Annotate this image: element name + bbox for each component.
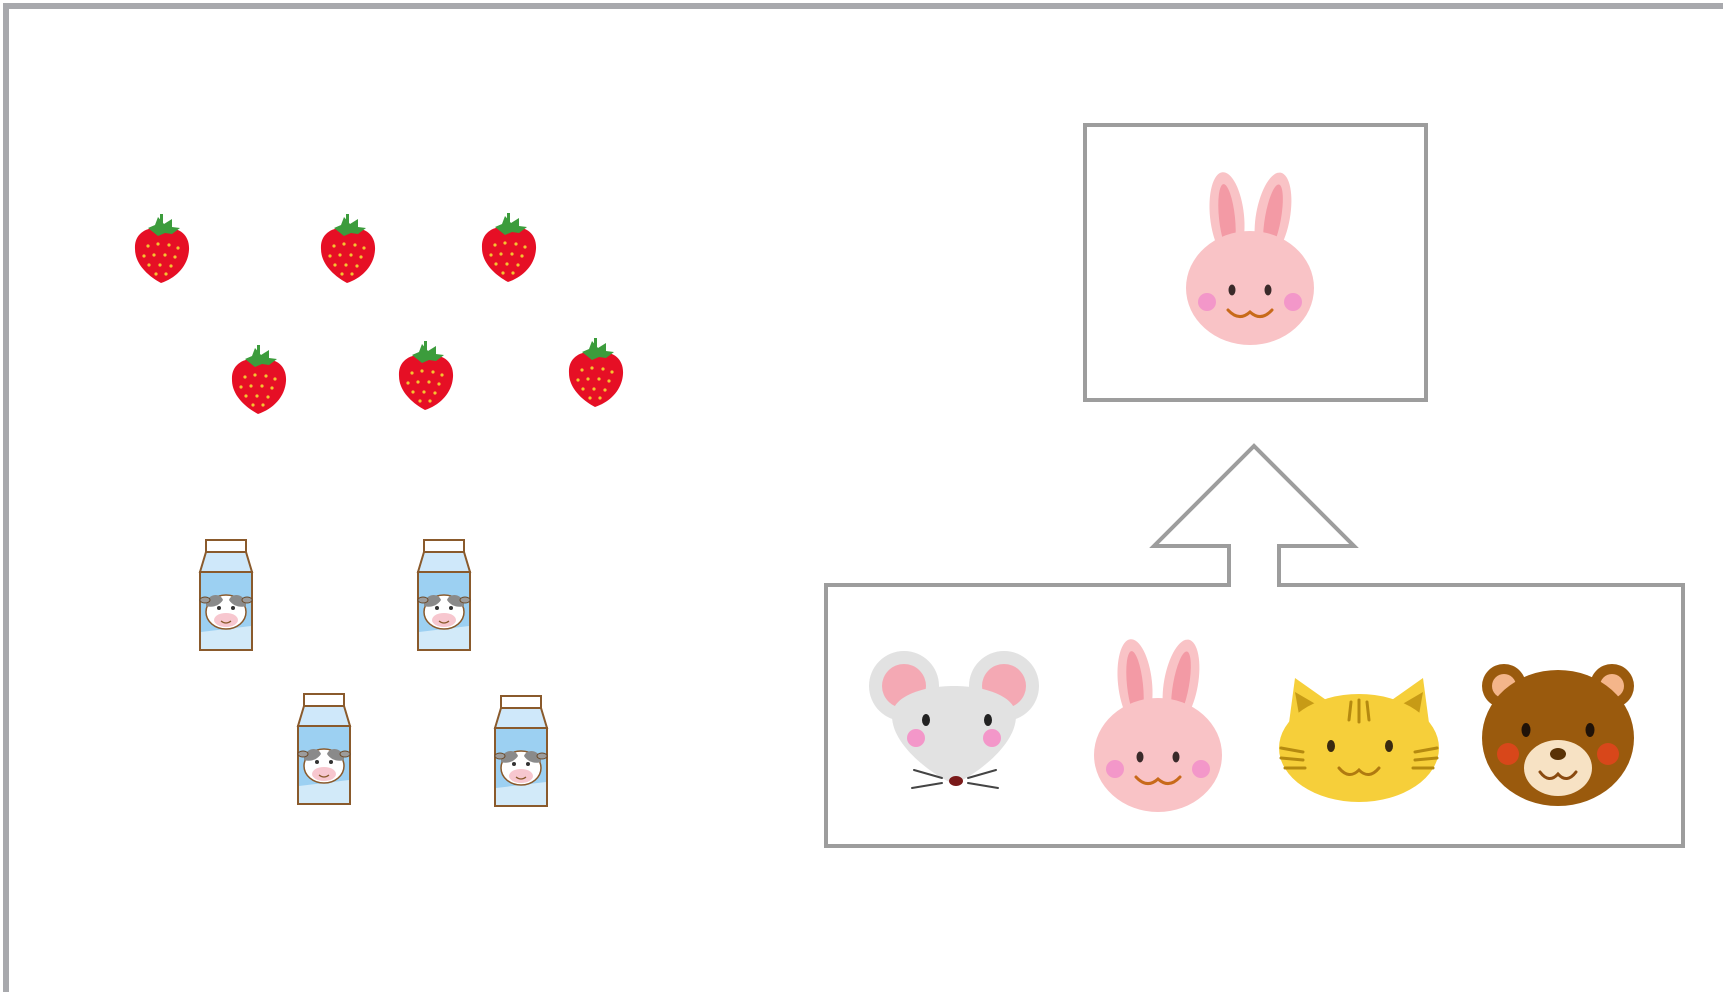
milk-carton-icon	[418, 540, 470, 650]
strawberry-icon	[321, 214, 375, 283]
milk-carton-group	[200, 540, 547, 806]
cat-face-icon	[1279, 678, 1439, 802]
strawberry-icon	[399, 341, 453, 410]
bear-face-icon	[1482, 664, 1634, 806]
strawberry-icon	[135, 214, 189, 283]
strawberry-group	[135, 213, 623, 414]
milk-carton-icon	[200, 540, 252, 650]
strawberry-icon	[569, 338, 623, 407]
milk-carton-icon	[298, 694, 350, 804]
strawberry-icon	[482, 213, 536, 282]
strawberry-icon	[232, 345, 286, 414]
milk-carton-icon	[495, 696, 547, 806]
